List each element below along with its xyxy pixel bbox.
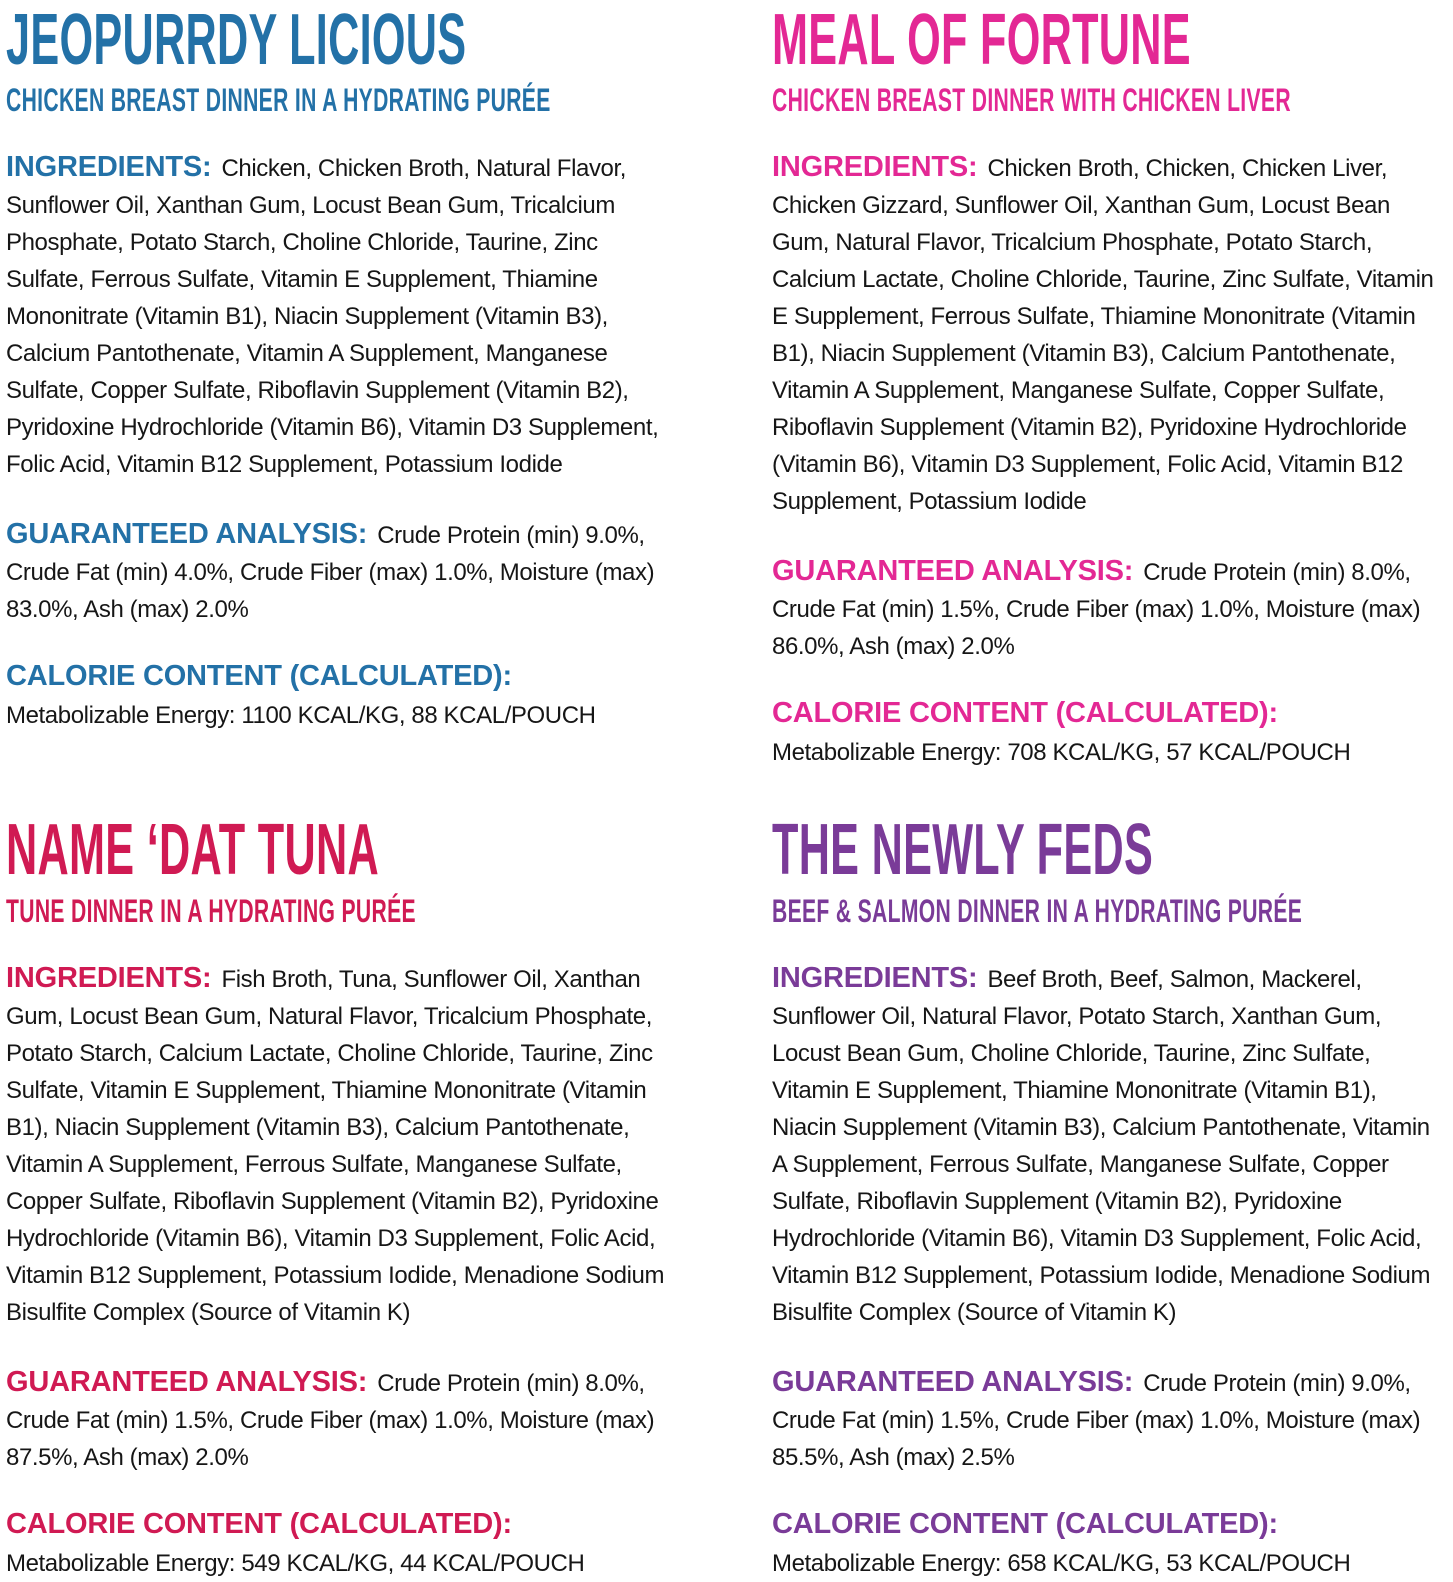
- ingredients-section: [772, 961, 1443, 1331]
- calorie-section: [772, 699, 1443, 771]
- ingredients-section: [772, 150, 1443, 520]
- analysis-label: GUARANTEED ANALYSIS:: [772, 555, 1134, 588]
- analysis-section: [772, 554, 1443, 665]
- analysis-text: Crude Protein (min) 8.0%, Crude Fat (min) 1.5%, Crude Fiber (max) 1.0%, Moisture (max) 86.0%, Ash (max) 2.0%: [772, 559, 1421, 661]
- analysis-section: [6, 1365, 677, 1476]
- ingredients-text: Chicken Broth, Chicken, Chicken Liver, Chicken Gizzard, Sunflower Oil, Xanthan Gum, Locust Bean Gum, Natural Flavor, Tricalcium Phosphate, Potato Starch, Calcium Lactate, Choline Chloride, Taurine, Zinc Sulfate, Vitamin E Supplement, Ferrous Sulfate, Thiamine Mononitrate (Vitamin B1), Niacin Supplement (Vitamin B3), Calcium Pantothenate, Vitamin A Supplement, Manganese Sulfate, Copper Sulfate, Riboflavin Supplement (Vitamin B2), Pyridoxine Hydrochloride (Vitamin B6), Vitamin D3 Supplement, Folic Acid, Vitamin B12 Supplement, Potassium Iodide: [772, 155, 1434, 516]
- ingredients-text: Fish Broth, Tuna, Sunflower Oil, Xanthan Gum, Locust Bean Gum, Natural Flavor, Tricalcium Phosphate, Potato Starch, Calcium Lactate, Choline Chloride, Taurine, Zinc Sulfate, Vitamin E Supplement, Thiamine Mononitrate (Vitamin B1), Niacin Supplement (Vitamin B3), Calcium Pantothenate, Vitamin A Supplement, Ferrous Sulfate, Manganese Sulfate, Copper Sulfate, Riboflavin Supplement (Vitamin B2), Pyridoxine Hydrochloride (Vitamin B6), Vitamin D3 Supplement, Folic Acid, Vitamin B12 Supplement, Potassium Iodide, Menadione Sodium Bisulfite Complex (Source of Vitamin K): [6, 965, 665, 1326]
- calorie-label: CALORIE CONTENT (CALCULATED):: [6, 1507, 512, 1540]
- analysis-label: GUARANTEED ANALYSIS:: [772, 1365, 1134, 1398]
- product-subtitle: BEEF & SALMON DINNER IN A HYDRATING PURÉE: [772, 892, 1303, 929]
- analysis-label: GUARANTEED ANALYSIS:: [6, 1365, 368, 1398]
- analysis-text: Crude Protein (min) 9.0%, Crude Fat (min) 4.0%, Crude Fiber (max) 1.0%, Moisture (max) 83.0%, Ash (max) 2.0%: [6, 522, 655, 624]
- ingredients-text: Beef Broth, Beef, Salmon, Mackerel, Sunflower Oil, Natural Flavor, Potato Starch, Xanthan Gum, Locust Bean Gum, Choline Chloride, Taurine, Zinc Sulfate, Vitamin E Supplement, Thiamine Mononitrate (Vitamin B1), Niacin Supplement (Vitamin B3), Calcium Pantothenate, Vitamin A Supplement, Ferrous Sulfate, Manganese Sulfate, Copper Sulfate, Riboflavin Supplement (Vitamin B2), Pyridoxine Hydrochloride (Vitamin B6), Vitamin D3 Supplement, Folic Acid, Vitamin B12 Supplement, Potassium Iodide, Menadione Sodium Bisulfite Complex (Source of Vitamin K): [772, 965, 1431, 1326]
- calorie-text: Metabolizable Energy: 549 KCAL/KG, 44 KCAL/POUCH: [6, 1549, 585, 1577]
- calorie-section: [6, 1507, 677, 1582]
- product-card-jeopurrdy-licious: [6, 0, 677, 771]
- product-title: THE NEWLY FEDS: [772, 810, 1154, 891]
- product-card-the-newly-feds: [772, 810, 1443, 1581]
- product-card-name-dat-tuna: [6, 810, 677, 1581]
- ingredients-label: INGREDIENTS:: [772, 151, 978, 184]
- calorie-text: Metabolizable Energy: 1100 KCAL/KG, 88 KCAL/POUCH: [6, 702, 596, 730]
- calorie-label: CALORIE CONTENT (CALCULATED):: [772, 697, 1278, 730]
- product-subtitle: CHICKEN BREAST DINNER WITH CHICKEN LIVER: [772, 82, 1291, 119]
- calorie-label: CALORIE CONTENT (CALCULATED):: [6, 660, 512, 693]
- analysis-label: GUARANTEED ANALYSIS:: [6, 518, 368, 551]
- product-card-meal-of-fortune: [772, 0, 1443, 771]
- calorie-section: [772, 1507, 1443, 1582]
- analysis-section: [772, 1365, 1443, 1476]
- calorie-text: Metabolizable Energy: 658 KCAL/KG, 53 KCAL/POUCH: [772, 1549, 1351, 1577]
- ingredients-text: Chicken, Chicken Broth, Natural Flavor, Sunflower Oil, Xanthan Gum, Locust Bean Gum, Tricalcium Phosphate, Potato Starch, Choline Chloride, Taurine, Zinc Sulfate, Ferrous Sulfate, Vitamin E Supplement, Thiamine Mononitrate (Vitamin B1), Niacin Supplement (Vitamin B3), Calcium Pantothenate, Vitamin A Supplement, Manganese Sulfate, Copper Sulfate, Riboflavin Supplement (Vitamin B2), Pyridoxine Hydrochloride (Vitamin B6), Vitamin D3 Supplement, Folic Acid, Vitamin B12 Supplement, Potassium Iodide: [6, 155, 659, 479]
- ingredients-section: [6, 961, 677, 1331]
- analysis-section: [6, 517, 677, 628]
- product-title: NAME ‘DAT TUNA: [6, 810, 379, 891]
- product-subtitle: TUNE DINNER IN A HYDRATING PURÉE: [6, 892, 416, 929]
- ingredients-label: INGREDIENTS:: [6, 151, 212, 184]
- calorie-section: [6, 662, 677, 734]
- calorie-text: Metabolizable Energy: 708 KCAL/KG, 57 KCAL/POUCH: [772, 739, 1351, 767]
- analysis-text: Crude Protein (min) 9.0%, Crude Fat (min) 1.5%, Crude Fiber (max) 1.0%, Moisture (max) 85.5%, Ash (max) 2.5%: [772, 1369, 1421, 1471]
- ingredients-label: INGREDIENTS:: [772, 961, 978, 994]
- ingredients-label: INGREDIENTS:: [6, 961, 212, 994]
- calorie-label: CALORIE CONTENT (CALCULATED):: [772, 1507, 1278, 1540]
- analysis-text: Crude Protein (min) 8.0%, Crude Fat (min) 1.5%, Crude Fiber (max) 1.0%, Moisture (max) 87.5%, Ash (max) 2.0%: [6, 1369, 655, 1471]
- product-subtitle: CHICKEN BREAST DINNER IN A HYDRATING PURÉE: [6, 82, 551, 119]
- ingredients-section: [6, 150, 677, 483]
- product-title: JEOPURRDY LICIOUS: [6, 0, 467, 80]
- product-title: MEAL OF FORTUNE: [772, 0, 1191, 80]
